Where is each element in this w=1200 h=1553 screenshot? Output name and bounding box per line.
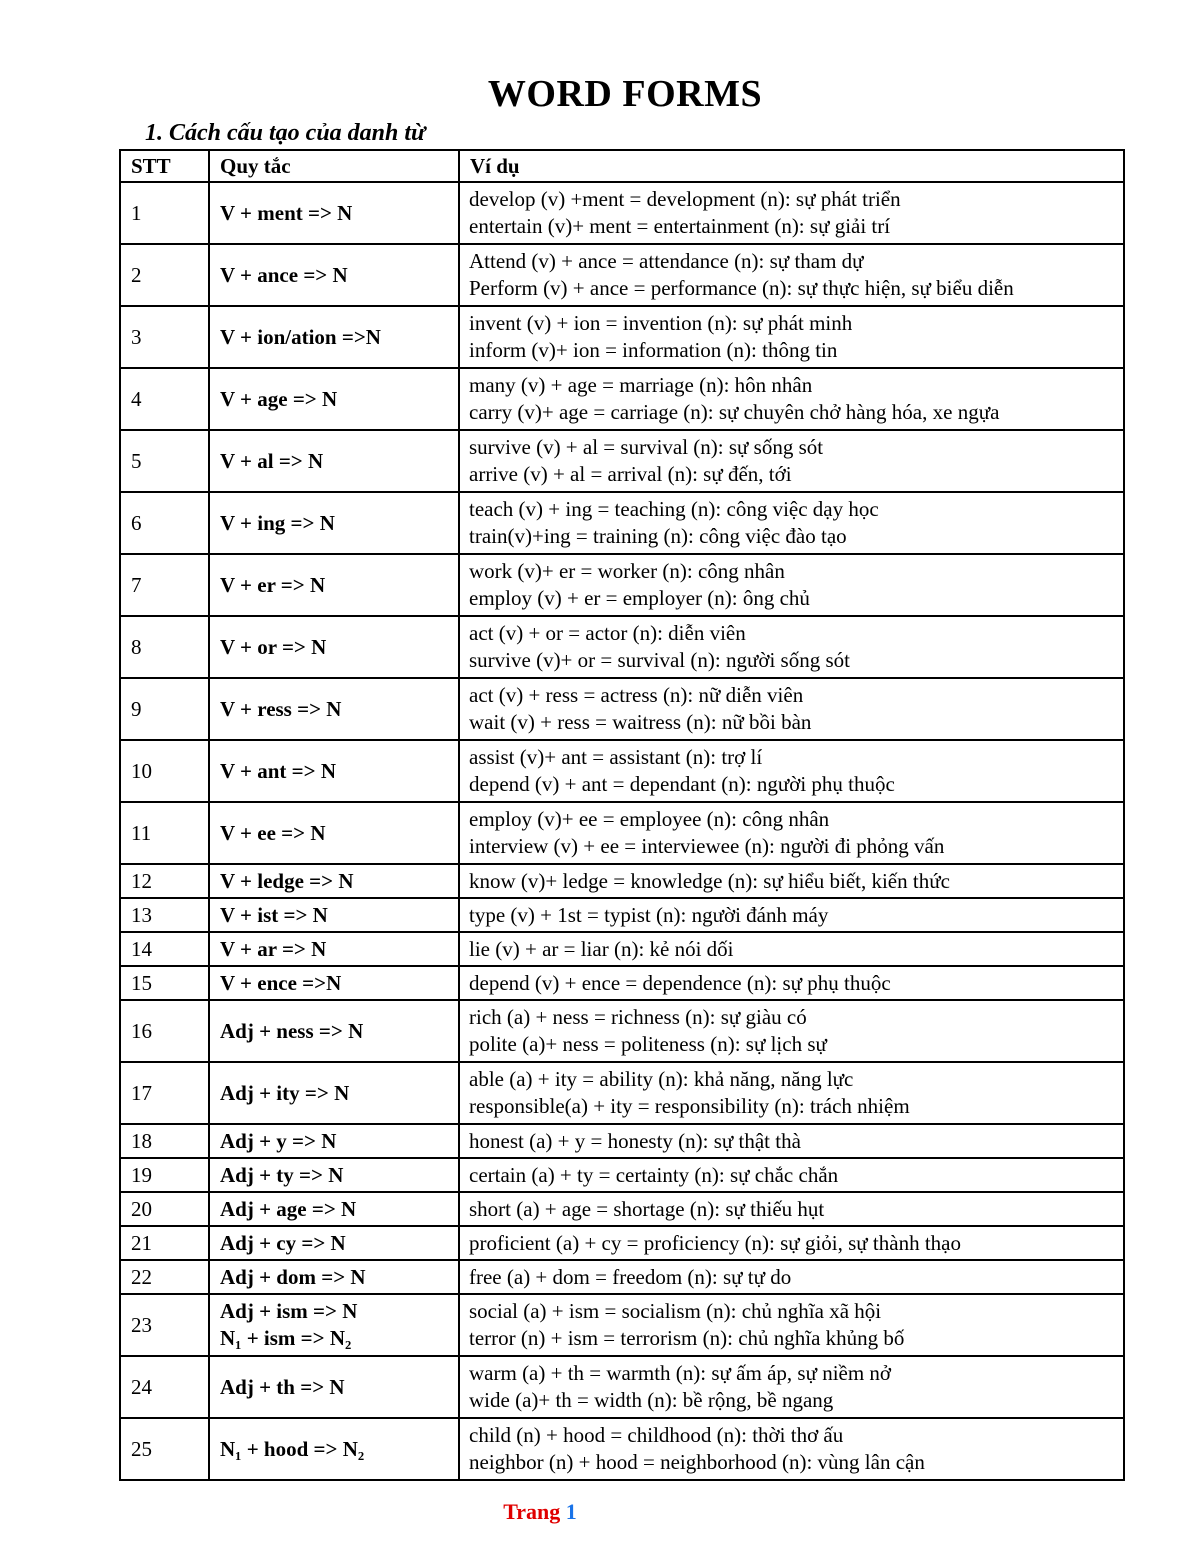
row-rule: [209, 1294, 459, 1356]
row-stt: 7: [120, 554, 209, 616]
table-row: [120, 1158, 1124, 1192]
example-line: know (v)+ ledge = knowledge (n): sự hiểu biết, kiến thức: [469, 868, 950, 893]
row-stt: 20: [120, 1192, 209, 1226]
row-examples: [459, 492, 1124, 554]
table-header-row: [120, 150, 1124, 182]
example-line: arrive (v) + al = arrival (n): sự đến, tới: [469, 462, 792, 486]
row-rule: Adj + th => N: [209, 1356, 459, 1418]
row-rule: V + ant => N: [209, 740, 459, 802]
example-line: warm (a) + th = warmth (n): sự ấm áp, sự niềm nở: [469, 1361, 892, 1385]
row-rule: V + or => N: [209, 616, 459, 678]
row-rule: V + ance => N: [209, 244, 459, 306]
table-row: [120, 1062, 1124, 1124]
table-row: [120, 1226, 1124, 1260]
row-rule: Adj + dom => N: [209, 1260, 459, 1294]
example-line: lie (v) + ar = liar (n): kẻ nói dối: [469, 936, 734, 961]
example-line: type (v) + 1st = typist (n): người đánh máy: [469, 902, 829, 927]
row-stt: 25: [120, 1418, 209, 1480]
example-line: child (n) + hood = childhood (n): thời thơ ấu: [469, 1423, 844, 1447]
row-examples: [459, 1192, 1124, 1226]
example-line: carry (v)+ age = carriage (n): sự chuyên chở hàng hóa, xe ngựa: [469, 400, 1000, 424]
row-examples: [459, 616, 1124, 678]
table-row: [120, 1000, 1124, 1062]
example-line: able (a) + ity = ability (n): khả năng, năng lực: [469, 1067, 854, 1091]
row-stt: 19: [120, 1158, 209, 1192]
row-rule: V + ment => N: [209, 182, 459, 244]
row-rule: V + er => N: [209, 554, 459, 616]
example-line: wide (a)+ th = width (n): bề rộng, bề ngang: [469, 1388, 834, 1412]
row-rule: V + ar => N: [209, 932, 459, 966]
example-line: act (v) + or = actor (n): diễn viên: [469, 621, 746, 645]
example-line: interview (v) + ee = interviewee (n): người đi phỏng vấn: [469, 834, 945, 858]
example-line: honest (a) + y = honesty (n): sự thật thà: [469, 1128, 801, 1153]
row-stt: 21: [120, 1226, 209, 1260]
row-stt: 23: [120, 1294, 209, 1356]
row-rule: V + ence =>N: [209, 966, 459, 1000]
table-row: [120, 898, 1124, 932]
table-row: [120, 740, 1124, 802]
row-rule: V + ress => N: [209, 678, 459, 740]
row-rule: N₁ + hood => N₂: [209, 1418, 459, 1480]
example-line: inform (v)+ ion = information (n): thông tin: [469, 338, 838, 362]
row-rule: V + al => N: [209, 430, 459, 492]
example-line: depend (v) + ant = dependant (n): người phụ thuộc: [469, 772, 895, 796]
example-line: act (v) + ress = actress (n): nữ diễn viên: [469, 683, 804, 707]
row-stt: 4: [120, 368, 209, 430]
row-rule: V + ee => N: [209, 802, 459, 864]
row-examples: [459, 678, 1124, 740]
example-line: short (a) + age = shortage (n): sự thiếu hụt: [469, 1196, 825, 1221]
example-line: survive (v)+ or = survival (n): người sống sót: [469, 648, 850, 672]
example-line: terror (n) + ism = terrorism (n): chủ nghĩa khủng bố: [469, 1326, 905, 1350]
row-examples: [459, 1158, 1124, 1192]
example-line: survive (v) + al = survival (n): sự sống sót: [469, 435, 824, 459]
example-line: social (a) + ism = socialism (n): chủ nghĩa xã hội: [469, 1299, 882, 1323]
example-line: proficient (a) + cy = proficiency (n): sự giỏi, sự thành thạo: [469, 1230, 961, 1255]
table-row: [120, 616, 1124, 678]
rule-line: Adj + ism => N: [220, 1299, 358, 1323]
row-examples: [459, 244, 1124, 306]
header-example: Ví dụ: [459, 150, 1124, 182]
row-stt: 16: [120, 1000, 209, 1062]
row-rule: V + ing => N: [209, 492, 459, 554]
table-row: [120, 1192, 1124, 1226]
page-title: WORD FORMS: [487, 73, 763, 115]
row-rule: Adj + ness => N: [209, 1000, 459, 1062]
example-line: certain (a) + ty = certainty (n): sự chắc chắn: [469, 1162, 839, 1187]
row-stt: 6: [120, 492, 209, 554]
row-examples: [459, 554, 1124, 616]
row-examples: [459, 1226, 1124, 1260]
example-line: many (v) + age = marriage (n): hôn nhân: [469, 373, 813, 397]
row-stt: 9: [120, 678, 209, 740]
row-examples: [459, 430, 1124, 492]
example-line: employ (v) + er = employer (n): ông chủ: [469, 586, 810, 610]
row-examples: [459, 802, 1124, 864]
row-examples: [459, 1356, 1124, 1418]
row-stt: 3: [120, 306, 209, 368]
row-rule: Adj + cy => N: [209, 1226, 459, 1260]
table-row: [120, 802, 1124, 864]
header-stt: STT: [120, 150, 209, 182]
row-examples: [459, 966, 1124, 1000]
table-row: [120, 1124, 1124, 1158]
row-stt: 2: [120, 244, 209, 306]
example-line: teach (v) + ing = teaching (n): công việc dạy học: [469, 497, 879, 521]
row-stt: 15: [120, 966, 209, 1000]
row-examples: [459, 898, 1124, 932]
example-line: Perform (v) + ance = performance (n): sự thực hiện, sự biểu diễn: [469, 276, 1014, 300]
example-line: develop (v) +ment = development (n): sự phát triển: [469, 187, 901, 211]
table-row: [120, 1418, 1124, 1480]
row-rule: Adj + y => N: [209, 1124, 459, 1158]
table-row: [120, 864, 1124, 898]
row-stt: 5: [120, 430, 209, 492]
table-row: [120, 306, 1124, 368]
table-row: [120, 368, 1124, 430]
row-rule: Adj + ity => N: [209, 1062, 459, 1124]
table-row: [120, 1356, 1124, 1418]
example-line: wait (v) + ress = waitress (n): nữ bồi bàn: [469, 710, 812, 734]
table-row: [120, 244, 1124, 306]
row-examples: [459, 1124, 1124, 1158]
row-stt: 17: [120, 1062, 209, 1124]
example-line: polite (a)+ ness = politeness (n): sự lịch sự: [469, 1032, 827, 1056]
row-stt: 14: [120, 932, 209, 966]
table-row: [120, 182, 1124, 244]
example-line: Attend (v) + ance = attendance (n): sự tham dự: [469, 249, 864, 273]
table-row: [120, 430, 1124, 492]
row-stt: 8: [120, 616, 209, 678]
example-line: train(v)+ing = training (n): công việc đào tạo: [469, 524, 847, 548]
row-examples: [459, 740, 1124, 802]
row-rule: V + ist => N: [209, 898, 459, 932]
table-body: [120, 182, 1124, 1480]
page-footer: [0, 1498, 1080, 1526]
table-row: [120, 932, 1124, 966]
section-heading: 1. Cách cấu tạo của danh từ: [145, 120, 426, 146]
example-line: neighbor (n) + hood = neighborhood (n): vùng lân cận: [469, 1450, 925, 1474]
row-rule: V + age => N: [209, 368, 459, 430]
row-rule: V + ion/ation =>N: [209, 306, 459, 368]
example-line: assist (v)+ ant = assistant (n): trợ lí: [469, 745, 763, 769]
row-stt: 24: [120, 1356, 209, 1418]
row-stt: 10: [120, 740, 209, 802]
example-line: employ (v)+ ee = employee (n): công nhân: [469, 807, 830, 831]
row-examples: [459, 1062, 1124, 1124]
table-row: [120, 678, 1124, 740]
row-examples: [459, 1000, 1124, 1062]
row-examples: [459, 864, 1124, 898]
row-rule: Adj + age => N: [209, 1192, 459, 1226]
row-stt: 12: [120, 864, 209, 898]
row-examples: [459, 1260, 1124, 1294]
footer-page-number: 1: [565, 1499, 577, 1524]
table-row: [120, 492, 1124, 554]
example-line: depend (v) + ence = dependence (n): sự phụ thuộc: [469, 970, 891, 995]
rule-line: N₁ + ism => N₂: [220, 1326, 352, 1350]
header-rule: Quy tắc: [209, 150, 459, 182]
row-stt: 18: [120, 1124, 209, 1158]
table-row: [120, 1260, 1124, 1294]
table-row: [120, 554, 1124, 616]
row-examples: [459, 1294, 1124, 1356]
row-rule: V + ledge => N: [209, 864, 459, 898]
example-line: rich (a) + ness = richness (n): sự giàu có: [469, 1005, 807, 1029]
row-stt: 1: [120, 182, 209, 244]
example-line: invent (v) + ion = invention (n): sự phát minh: [469, 311, 853, 335]
example-line: free (a) + dom = freedom (n): sự tự do: [469, 1264, 792, 1289]
row-rule: Adj + ty => N: [209, 1158, 459, 1192]
footer-page-label: Trang: [503, 1499, 561, 1524]
row-examples: [459, 182, 1124, 244]
table-row: [120, 1294, 1124, 1356]
row-examples: [459, 932, 1124, 966]
example-line: responsible(a) + ity = responsibility (n): trách nhiệm: [469, 1094, 910, 1118]
example-line: entertain (v)+ ment = entertainment (n): sự giải trí: [469, 214, 891, 238]
row-stt: 22: [120, 1260, 209, 1294]
row-examples: [459, 1418, 1124, 1480]
example-line: work (v)+ er = worker (n): công nhân: [469, 559, 785, 583]
row-examples: [459, 306, 1124, 368]
row-stt: 11: [120, 802, 209, 864]
table-row: [120, 966, 1124, 1000]
row-examples: [459, 368, 1124, 430]
row-stt: 13: [120, 898, 209, 932]
word-forms-table: [119, 149, 1125, 1481]
